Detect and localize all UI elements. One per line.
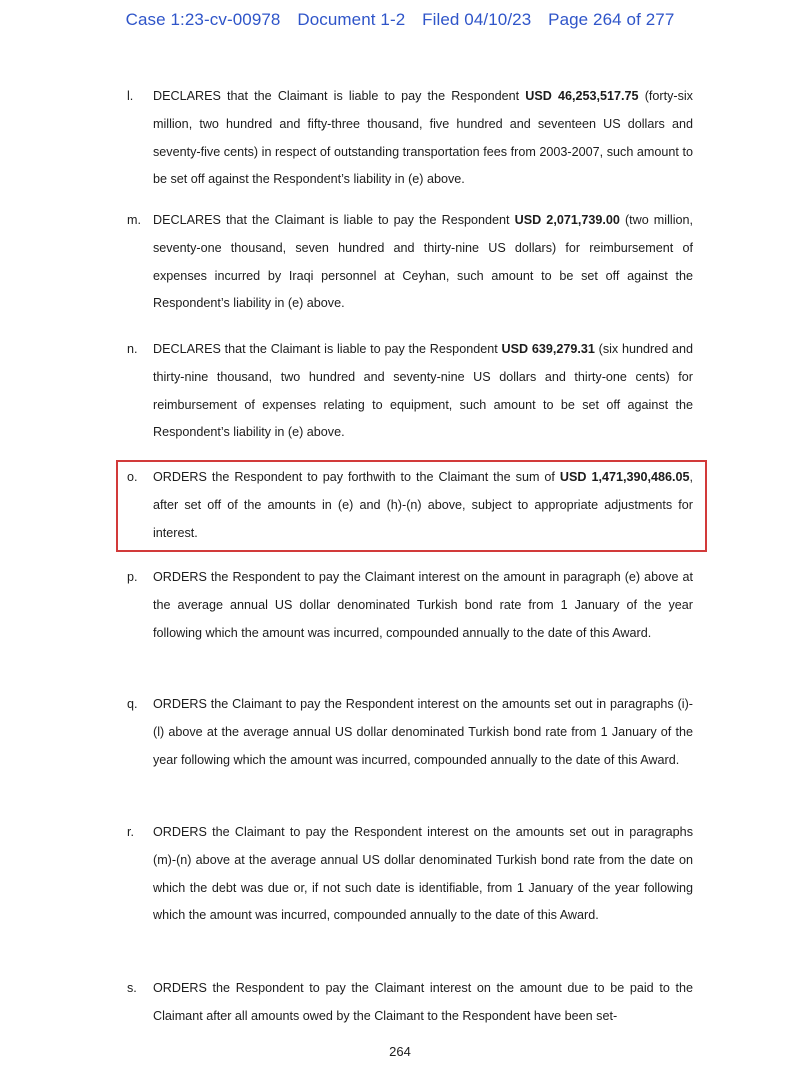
paragraph-r	[127, 819, 693, 930]
paragraph-letter: m.	[127, 213, 141, 227]
paragraph-l	[127, 83, 693, 194]
paragraph-p	[127, 564, 693, 647]
paragraph-text: DECLARES that the Claimant is liable to pay the Respondent USD 46,253,517.75 (forty-six million, two hundred and fifty-three thousand, five hundred and seventeen US dollars and seventy-five cents) in respect of outstanding transportation fees from 2003-2007, such amount to be set off against the Respondent’s liability in (e) above.	[153, 89, 693, 187]
paragraph-o	[127, 464, 693, 547]
paragraph-text: ORDERS the Claimant to pay the Respondent interest on the amounts set out in paragraphs (m)-(n) above at the average annual US dollar denominated Turkish bond rate from the date on which the debt was due or, if not such date is identifiable, from 1 January of the year following which the amount was incurred, compounded annually to the date of this Award.	[153, 825, 693, 923]
paragraph-letter: q.	[127, 697, 138, 711]
paragraph-text: DECLARES that the Claimant is liable to pay the Respondent USD 639,279.31 (six hundred and thirty-nine thousand, two hundred and seventy-nine US dollars and thirty-one cents) for reimbursement of expenses relating to equipment, such amount to be set off against the Respondent’s liability in (e) above.	[153, 342, 693, 440]
paragraph-s	[127, 975, 693, 1031]
case-number: Case 1:23-cv-00978	[125, 10, 281, 29]
paragraph-letter: p.	[127, 570, 138, 584]
paragraph-letter: s.	[127, 981, 137, 995]
paragraph-q	[127, 691, 693, 774]
amount-bold: USD 1,471,390,486.05	[559, 470, 690, 484]
paragraph-n	[127, 336, 693, 447]
paragraph-text: ORDERS the Respondent to pay the Claimant interest on the amount due to be paid to the Claimant after all amounts owed by the Claimant to the Respondent have been set-	[153, 981, 693, 1023]
paragraph-text: DECLARES that the Claimant is liable to pay the Respondent USD 2,071,739.00 (two million, seventy-one thousand, seven hundred and thirty-nine US dollars) for reimbursement of expenses incurred by Iraqi personnel at Ceyhan, such amount to be set off against the Respondent’s liability in (e) above.	[153, 213, 694, 311]
paragraph-text: ORDERS the Claimant to pay the Respondent interest on the amounts set out in paragraphs (i)-(l) above at the average annual US dollar denominated Turkish bond rate from 1 January of the year following which the amount was incurred, compounded annually to the date of this Award.	[153, 697, 693, 767]
paragraph-m	[127, 207, 693, 318]
paragraph-text: ORDERS the Respondent to pay forthwith to the Claimant the sum of USD 1,471,390,486.05, after set off of the amounts in (e) and (h)-(n) above, subject to appropriate adjustments for interest.	[153, 470, 693, 540]
amount-bold: USD 2,071,739.00	[514, 213, 620, 227]
paragraph-letter: n.	[127, 342, 138, 356]
page-number: 264	[389, 1044, 411, 1059]
paragraph-letter: o.	[127, 470, 138, 484]
paragraph-text: ORDERS the Respondent to pay the Claimant interest on the amount in paragraph (e) above at the average annual US dollar denominated Turkish bond rate from 1 January of the year following which the amount was incurred, compounded annually to the date of this Award.	[153, 570, 693, 640]
paragraph-letter: l.	[127, 89, 134, 103]
amount-bold: USD 639,279.31	[501, 342, 595, 356]
amount-bold: USD 46,253,517.75	[525, 89, 639, 103]
paragraph-letter: r.	[127, 825, 134, 839]
document-number: Document 1-2	[297, 10, 406, 29]
filed-date: Filed 04/10/23	[422, 10, 532, 29]
page-count: Page 264 of 277	[548, 10, 675, 29]
case-header	[0, 10, 800, 30]
